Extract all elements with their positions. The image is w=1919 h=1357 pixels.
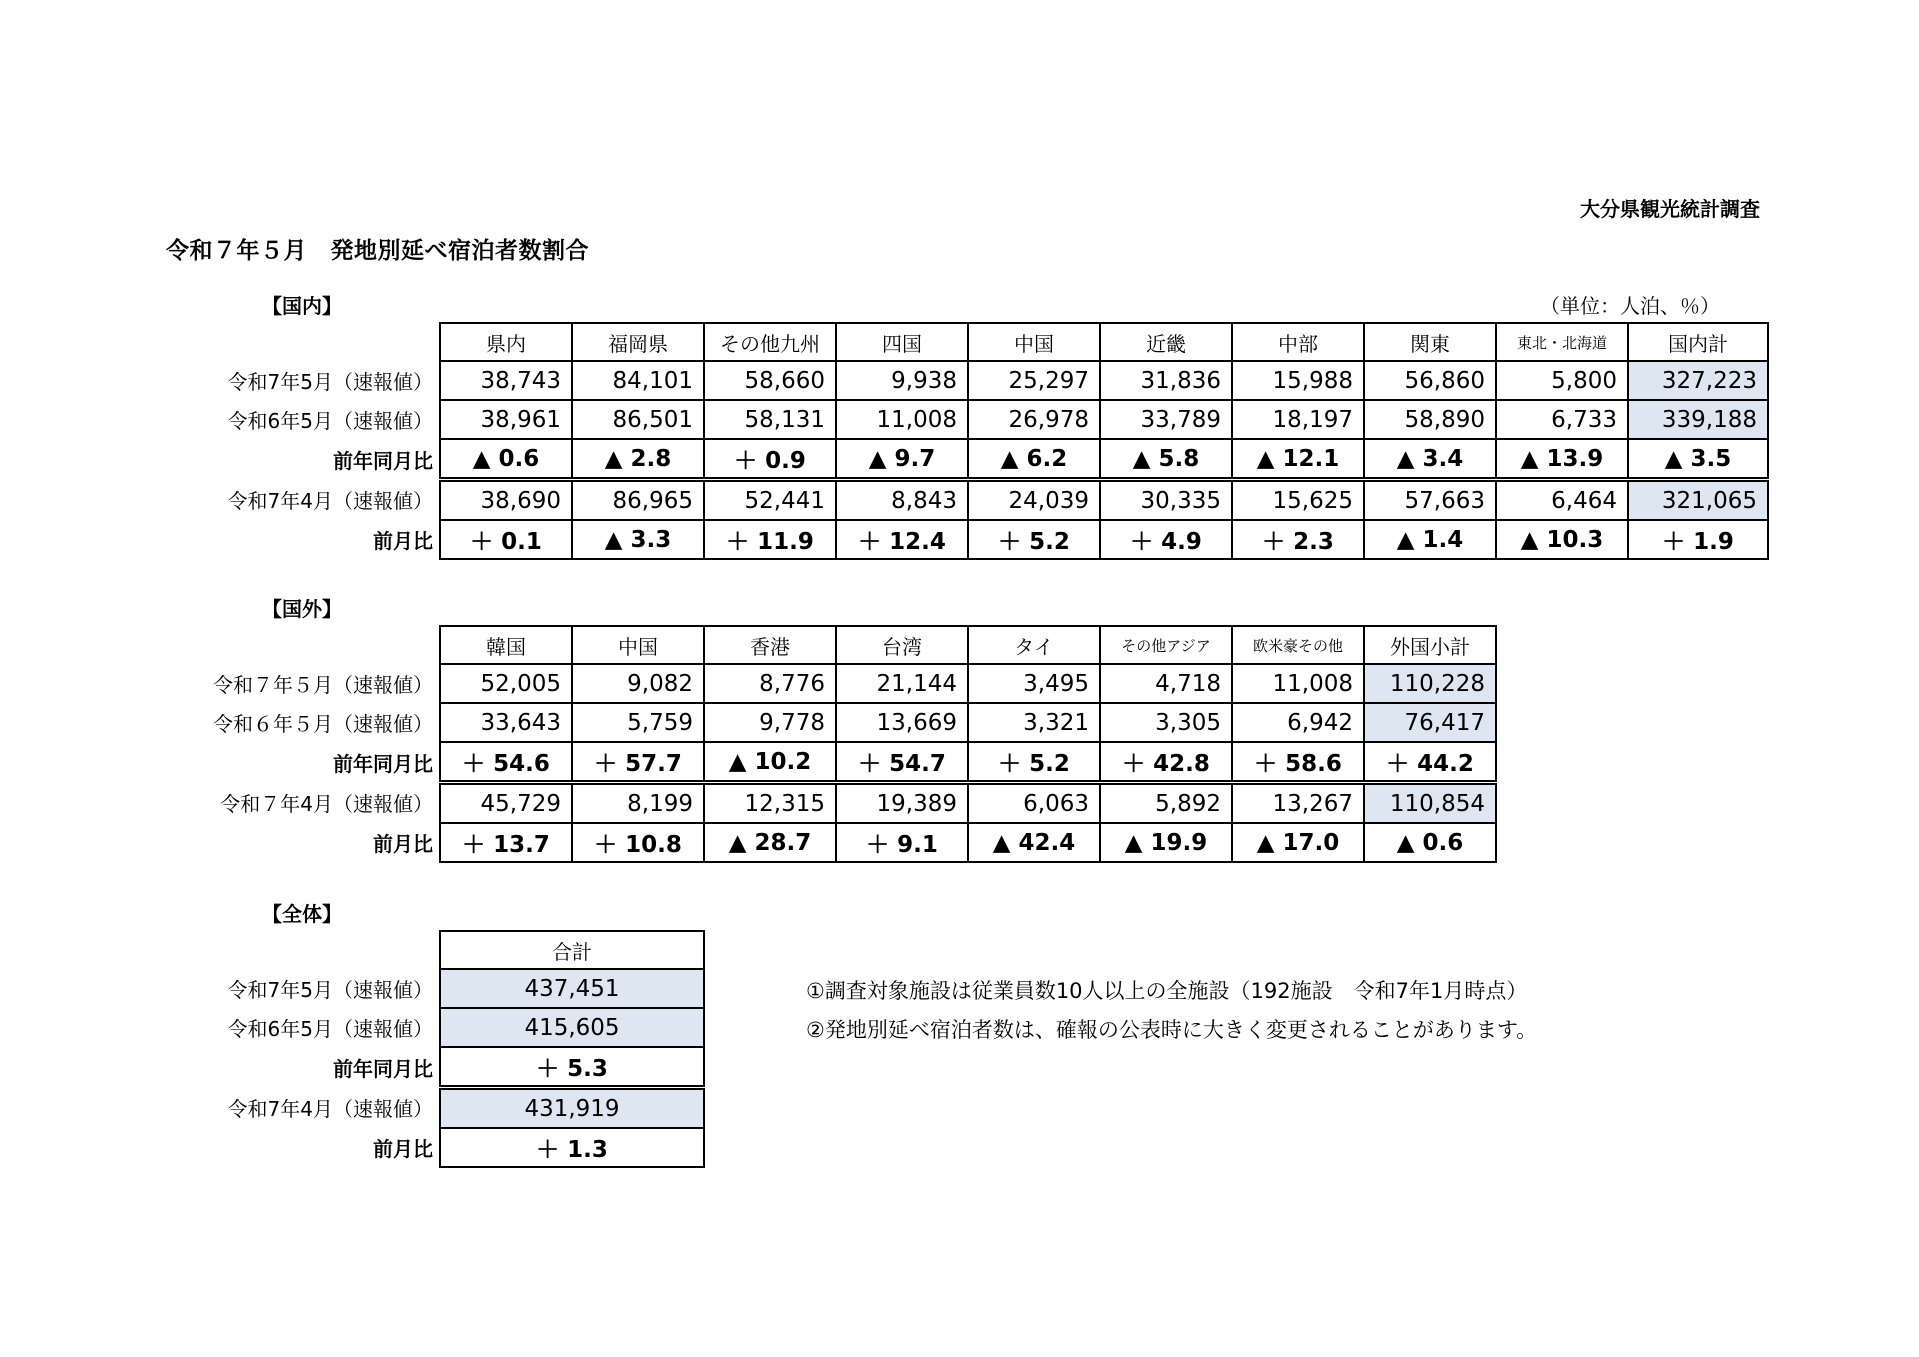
table-cell-total: 76,417 bbox=[1364, 703, 1496, 742]
note-2: ②発地別延べ宿泊者数は、確報の公表時に大きく変更されることがあります。 bbox=[806, 1018, 1538, 1042]
table-cell: 8,843 bbox=[836, 480, 968, 521]
table-cell: 11,008 bbox=[836, 400, 968, 439]
table-cell: 58,660 bbox=[704, 361, 836, 400]
table-cell: 15,625 bbox=[1232, 480, 1364, 521]
column-header: 関東 bbox=[1364, 323, 1496, 361]
table-cell: 8,776 bbox=[704, 664, 836, 703]
table-cell: ＋ 54.7 bbox=[836, 742, 968, 783]
table-row bbox=[176, 520, 1768, 559]
table-row bbox=[176, 439, 1768, 480]
column-header: 東北・北海道 bbox=[1496, 323, 1628, 361]
note-1: ①調査対象施設は従業員数10人以上の全施設（192施設 令和7年1月時点） bbox=[806, 979, 1528, 1003]
table-cell: ＋ 2.3 bbox=[1232, 520, 1364, 559]
table-header-row bbox=[176, 931, 704, 969]
table-cell: 6,733 bbox=[1496, 400, 1628, 439]
table-cell: 86,501 bbox=[572, 400, 704, 439]
table-cell: 21,144 bbox=[836, 664, 968, 703]
table-cell: ＋ 54.6 bbox=[440, 742, 572, 783]
table-cell: 33,789 bbox=[1100, 400, 1232, 439]
table-cell: ▲ 0.6 bbox=[1364, 823, 1496, 862]
table-cell: ＋ 10.8 bbox=[572, 823, 704, 862]
table-cell: ▲ 42.4 bbox=[968, 823, 1100, 862]
table-cell: ＋ 12.4 bbox=[836, 520, 968, 559]
table-cell: ＋ 44.2 bbox=[1364, 742, 1496, 783]
table-cell: 19,389 bbox=[836, 783, 968, 824]
table-row bbox=[176, 703, 1496, 742]
table-row bbox=[176, 664, 1496, 703]
table-row bbox=[176, 400, 1768, 439]
table-cell: 11,008 bbox=[1232, 664, 1364, 703]
table-row bbox=[176, 1008, 704, 1047]
column-header: 四国 bbox=[836, 323, 968, 361]
table-row bbox=[176, 742, 1496, 783]
section-domestic: 【国内】 bbox=[262, 294, 342, 318]
table-cell: 6,063 bbox=[968, 783, 1100, 824]
source-label: 大分県観光統計調査 bbox=[1580, 197, 1760, 221]
table-row bbox=[176, 969, 704, 1008]
table-cell: 5,892 bbox=[1100, 783, 1232, 824]
table-cell: ▲ 28.7 bbox=[704, 823, 836, 862]
table-cell-total: 415,605 bbox=[440, 1008, 704, 1047]
column-header: 合計 bbox=[440, 931, 704, 969]
table-cell: 30,335 bbox=[1100, 480, 1232, 521]
table-cell: 38,690 bbox=[440, 480, 572, 521]
table-cell: 31,836 bbox=[1100, 361, 1232, 400]
row-label: 前月比 bbox=[373, 1137, 433, 1161]
row-label: 前年同月比 bbox=[333, 448, 433, 473]
table-cell: 58,890 bbox=[1364, 400, 1496, 439]
table-cell: 26,978 bbox=[968, 400, 1100, 439]
row-label: 前月比 bbox=[373, 832, 433, 856]
row-label: 令和7年4月（速報値） bbox=[227, 489, 433, 514]
table-cell: ▲ 13.9 bbox=[1496, 439, 1628, 480]
table-cell-total: 431,919 bbox=[440, 1088, 704, 1129]
table-cell: ＋ 1.9 bbox=[1628, 520, 1768, 559]
section-total: 【全体】 bbox=[262, 902, 342, 926]
page-title: 令和７年５月 発地別延べ宿泊者数割合 bbox=[166, 238, 589, 264]
table-cell: 15,988 bbox=[1232, 361, 1364, 400]
table-cell: 13,267 bbox=[1232, 783, 1364, 824]
table-cell-total: 327,223 bbox=[1628, 361, 1768, 400]
column-header: 近畿 bbox=[1100, 323, 1232, 361]
row-label: 令和6年5月（速報値） bbox=[227, 409, 433, 433]
column-header: その他九州 bbox=[704, 323, 836, 361]
table-row bbox=[176, 480, 1768, 521]
table-cell: 58,131 bbox=[704, 400, 836, 439]
table-cell: ▲ 5.8 bbox=[1100, 439, 1232, 480]
table-row bbox=[176, 361, 1768, 400]
column-header: 欧米豪その他 bbox=[1232, 626, 1364, 664]
table-cell: 5,800 bbox=[1496, 361, 1628, 400]
table-cell: 45,729 bbox=[440, 783, 572, 824]
table-cell: 86,965 bbox=[572, 480, 704, 521]
row-label: 前年同月比 bbox=[333, 751, 433, 776]
table-cell: 8,199 bbox=[572, 783, 704, 824]
table-cell: 25,297 bbox=[968, 361, 1100, 400]
column-header: 中国 bbox=[572, 626, 704, 664]
table-cell: 38,743 bbox=[440, 361, 572, 400]
column-header: 福岡県 bbox=[572, 323, 704, 361]
table-cell: 56,860 bbox=[1364, 361, 1496, 400]
total-table bbox=[176, 930, 705, 1168]
table-cell: ＋ 5.3 bbox=[440, 1047, 704, 1088]
table-row bbox=[176, 783, 1496, 824]
table-cell: 52,441 bbox=[704, 480, 836, 521]
table-cell: ＋ 11.9 bbox=[704, 520, 836, 559]
row-label: 令和７年５月（速報値） bbox=[213, 673, 433, 697]
table-cell: 9,938 bbox=[836, 361, 968, 400]
unit-label: （単位：人泊、％） bbox=[1540, 294, 1720, 318]
table-row bbox=[176, 823, 1496, 862]
column-header: 国内計 bbox=[1628, 323, 1768, 361]
table-cell: ＋ 4.9 bbox=[1100, 520, 1232, 559]
table-cell: ＋ 13.7 bbox=[440, 823, 572, 862]
table-header-row bbox=[176, 323, 1768, 361]
table-cell-total: 339,188 bbox=[1628, 400, 1768, 439]
table-cell: 6,942 bbox=[1232, 703, 1364, 742]
table-cell: 12,315 bbox=[704, 783, 836, 824]
row-label: 令和7年5月（速報値） bbox=[227, 370, 433, 394]
table-header-row bbox=[176, 626, 1496, 664]
table-cell: ＋ 9.1 bbox=[836, 823, 968, 862]
table-cell: ＋ 58.6 bbox=[1232, 742, 1364, 783]
table-cell: ▲ 9.7 bbox=[836, 439, 968, 480]
table-cell: 57,663 bbox=[1364, 480, 1496, 521]
table-cell: ＋ 5.2 bbox=[968, 742, 1100, 783]
table-cell: ＋ 5.2 bbox=[968, 520, 1100, 559]
table-cell: ▲ 10.3 bbox=[1496, 520, 1628, 559]
table-cell: ＋ 0.1 bbox=[440, 520, 572, 559]
table-cell: ＋ 1.3 bbox=[440, 1128, 704, 1167]
table-cell: ▲ 10.2 bbox=[704, 742, 836, 783]
table-cell: 38,961 bbox=[440, 400, 572, 439]
column-header: 台湾 bbox=[836, 626, 968, 664]
table-cell: 9,082 bbox=[572, 664, 704, 703]
table-cell: ▲ 3.3 bbox=[572, 520, 704, 559]
table-cell: ＋ 57.7 bbox=[572, 742, 704, 783]
table-cell: ▲ 3.5 bbox=[1628, 439, 1768, 480]
domestic-table bbox=[176, 322, 1769, 560]
table-row bbox=[176, 1088, 704, 1129]
row-label: 令和６年５月（速報値） bbox=[213, 712, 433, 736]
table-cell: 84,101 bbox=[572, 361, 704, 400]
table-cell: 3,305 bbox=[1100, 703, 1232, 742]
section-foreign: 【国外】 bbox=[262, 597, 342, 621]
table-cell: ＋ 0.9 bbox=[704, 439, 836, 480]
row-label: 前月比 bbox=[373, 529, 433, 553]
table-row bbox=[176, 1047, 704, 1088]
table-cell: 52,005 bbox=[440, 664, 572, 703]
table-cell: ▲ 12.1 bbox=[1232, 439, 1364, 480]
table-cell: ▲ 3.4 bbox=[1364, 439, 1496, 480]
table-row bbox=[176, 1128, 704, 1167]
table-cell-total: 437,451 bbox=[440, 969, 704, 1008]
table-cell: 3,321 bbox=[968, 703, 1100, 742]
column-header: 中国 bbox=[968, 323, 1100, 361]
column-header: 中部 bbox=[1232, 323, 1364, 361]
row-label: 令和7年4月（速報値） bbox=[227, 1097, 433, 1122]
table-cell: ▲ 2.8 bbox=[572, 439, 704, 480]
table-cell: ▲ 1.4 bbox=[1364, 520, 1496, 559]
table-cell-total: 321,065 bbox=[1628, 480, 1768, 521]
table-cell: 13,669 bbox=[836, 703, 968, 742]
table-cell: 4,718 bbox=[1100, 664, 1232, 703]
table-cell: ▲ 17.0 bbox=[1232, 823, 1364, 862]
column-header: 韓国 bbox=[440, 626, 572, 664]
row-label: 令和７年4月（速報値） bbox=[220, 792, 433, 817]
table-cell: 18,197 bbox=[1232, 400, 1364, 439]
table-cell: ▲ 19.9 bbox=[1100, 823, 1232, 862]
column-header: タイ bbox=[968, 626, 1100, 664]
table-cell: 33,643 bbox=[440, 703, 572, 742]
table-cell: 24,039 bbox=[968, 480, 1100, 521]
table-cell: ＋ 42.8 bbox=[1100, 742, 1232, 783]
table-cell-total: 110,854 bbox=[1364, 783, 1496, 824]
table-cell: ▲ 0.6 bbox=[440, 439, 572, 480]
table-cell: ▲ 6.2 bbox=[968, 439, 1100, 480]
foreign-table bbox=[176, 625, 1497, 863]
column-header: その他アジア bbox=[1100, 626, 1232, 664]
column-header: 県内 bbox=[440, 323, 572, 361]
row-label: 前年同月比 bbox=[333, 1056, 433, 1081]
row-label: 令和6年5月（速報値） bbox=[227, 1017, 433, 1041]
row-label: 令和7年5月（速報値） bbox=[227, 978, 433, 1002]
table-cell: 9,778 bbox=[704, 703, 836, 742]
table-cell: 3,495 bbox=[968, 664, 1100, 703]
column-header: 香港 bbox=[704, 626, 836, 664]
table-cell: 5,759 bbox=[572, 703, 704, 742]
table-cell: 6,464 bbox=[1496, 480, 1628, 521]
column-header: 外国小計 bbox=[1364, 626, 1496, 664]
table-cell-total: 110,228 bbox=[1364, 664, 1496, 703]
